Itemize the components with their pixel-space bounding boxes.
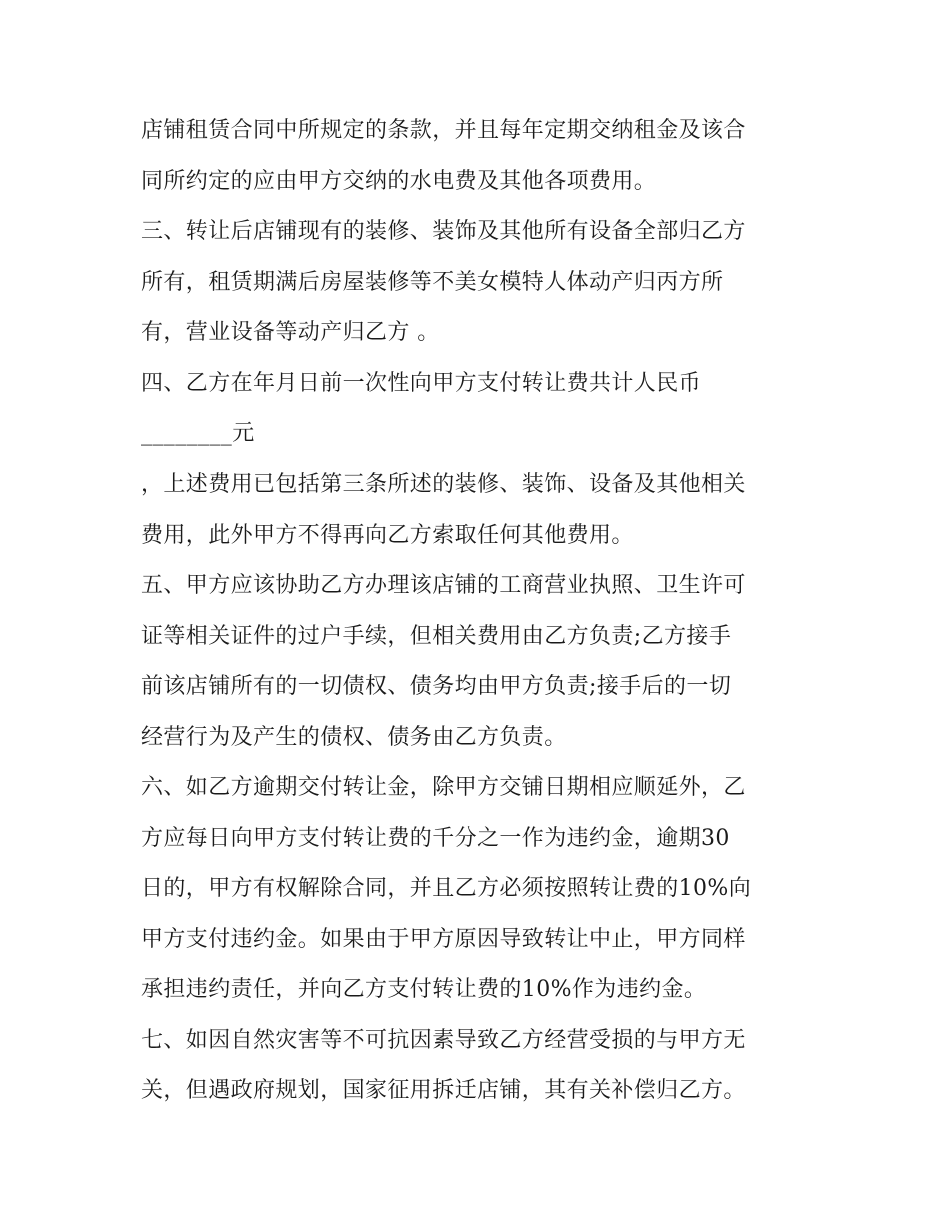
text-line: 所有，租赁期满后房屋装修等不美女模特人体动产归丙方所	[141, 270, 724, 295]
text-line: 六、如乙方逾期交付转让金，除甲方交铺日期相应顺延外，乙	[141, 775, 746, 800]
text-line: 前该店铺所有的一切债权、债务均由甲方负责;接手后的一切	[141, 674, 732, 699]
blank-amount-line: ________元	[141, 421, 255, 446]
text-line: 有，营业设备等动产归乙方 。	[141, 320, 440, 345]
text-line: 日的，甲方有权解除合同，并且乙方必须按照转让费的10%向	[141, 876, 752, 901]
text-line: 店铺租赁合同中所规定的条款，并且每年定期交纳租金及该合	[141, 118, 746, 143]
text-line: 承担违约责任，并向乙方支付转让费的10%作为违约金。	[141, 977, 707, 1002]
text-line: 关，但遇政府规划，国家征用拆迁店铺，其有关补偿归乙方。	[141, 1078, 746, 1103]
text-line: 甲方支付违约金。如果由于甲方原因导致转让中止，甲方同样	[141, 927, 746, 952]
text-line: 四、乙方在年月日前一次性向甲方支付转让费共计人民币	[141, 371, 702, 396]
text-line: 费用，此外甲方不得再向乙方索取任何其他费用。	[141, 523, 634, 548]
text-line: 方应每日向甲方支付转让费的千分之一作为违约金，逾期30	[141, 826, 730, 851]
text-line: ，上述费用已包括第三条所述的装修、装饰、设备及其他相关	[141, 472, 746, 497]
text-line: 三、转让后店铺现有的装修、装饰及其他所有设备全部归乙方	[141, 219, 746, 244]
text-line: 同所约定的应由甲方交纳的水电费及其他各项费用。	[141, 169, 657, 194]
text-line: 证等相关证件的过户手续，但相关费用由乙方负责;乙方接手	[141, 624, 732, 649]
text-line: 五、甲方应该协助乙方办理该店铺的工商营业执照、卫生许可	[141, 573, 746, 598]
text-line: 经营行为及产生的债权、债务由乙方负责。	[141, 725, 567, 750]
text-line: 七、如因自然灾害等不可抗因素导致乙方经营受损的与甲方无	[141, 1028, 746, 1053]
